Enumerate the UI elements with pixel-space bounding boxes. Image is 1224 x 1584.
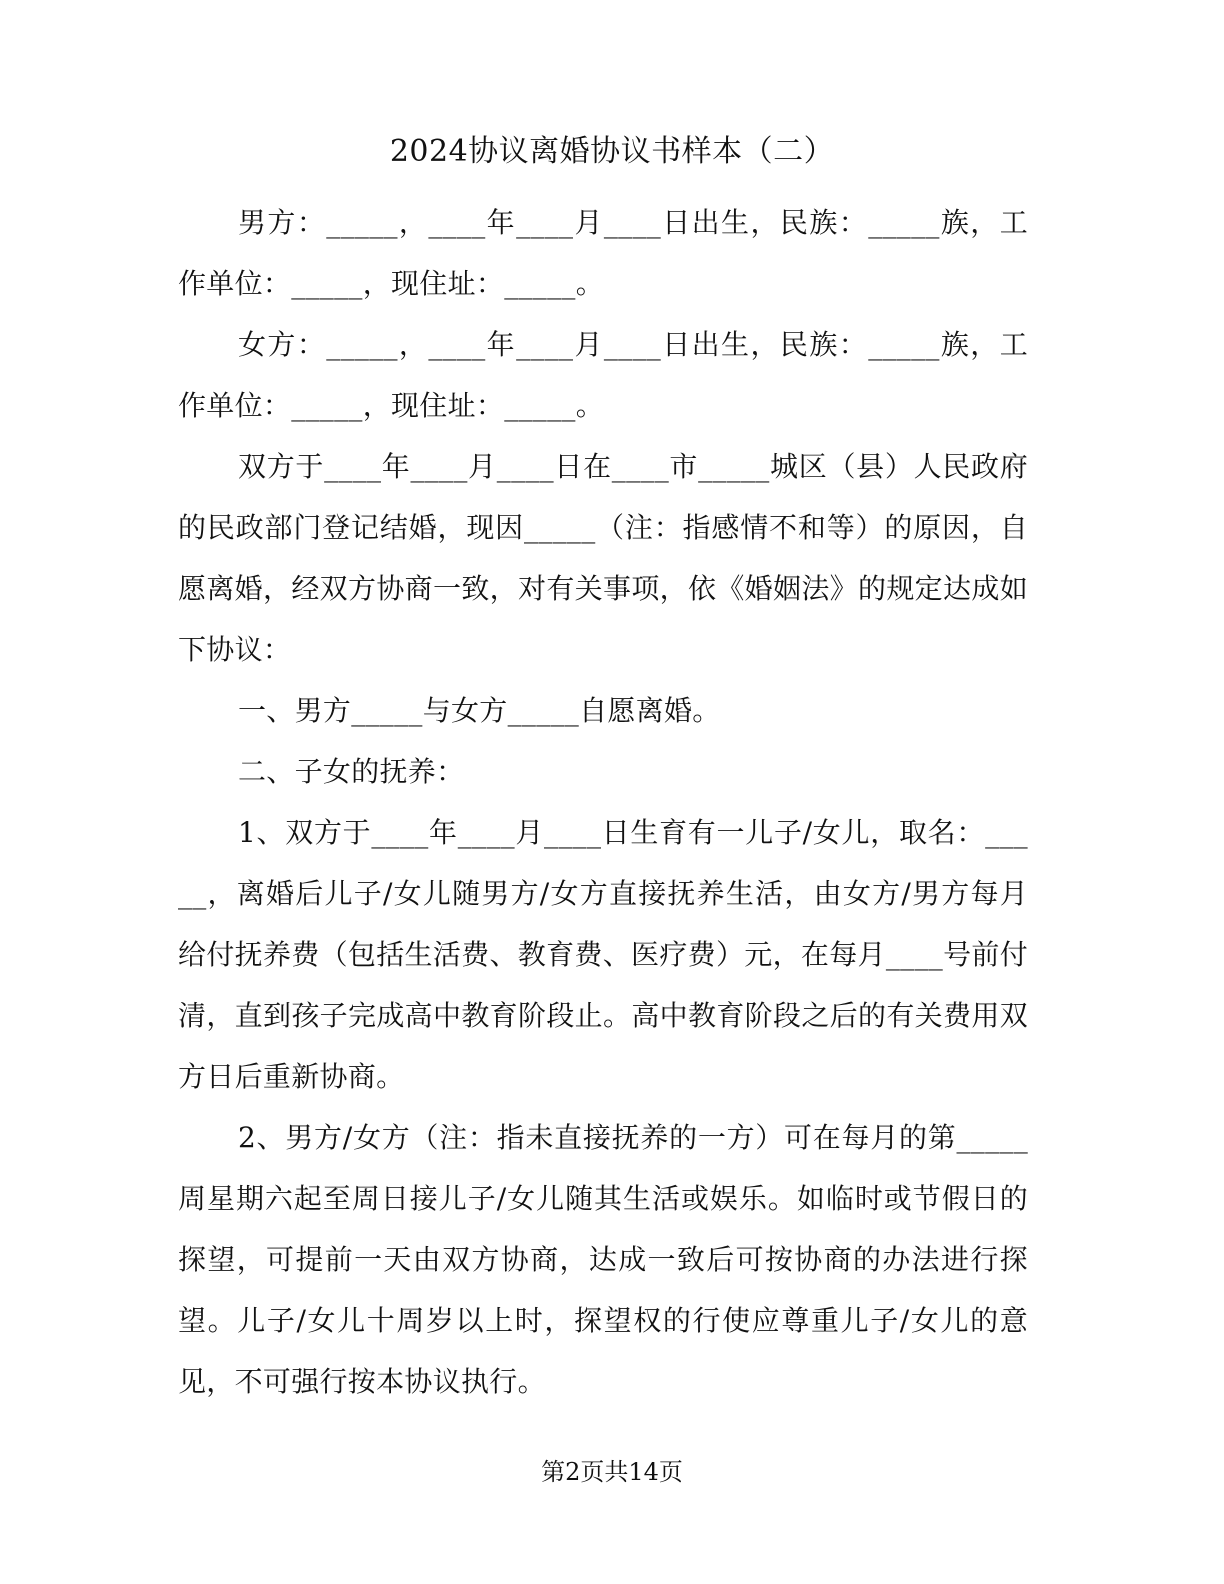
- document-title: 2024协议离婚协议书样本（二）: [389, 134, 835, 169]
- page-number-footer: 第2页共14页: [541, 1458, 683, 1486]
- paragraph-child-support: 1、双方于____年____月____日生育有一儿子/女儿，取名：_____，离婚后儿子/女儿随男方/女方直接抚养生活，由女方/男方每月给付抚养费（包括生活费、教育费、医疗费）元，在每月____号前付清，直到孩子完成高中教育阶段止。高中教育阶段之后的有关费用双方日后重新协商。: [178, 816, 1028, 1093]
- paragraph-male-party: 男方：_____，____年____月____日出生，民族：_____族，工作单位：_____，现住址：_____。: [178, 206, 1028, 300]
- paragraph-visitation: 2、男方/女方（注：指未直接抚养的一方）可在每月的第_____周星期六起至周日接儿子/女儿随其生活或娱乐。如临时或节假日的探望，可提前一天由双方协商，达成一致后可按协商的办法进行探望。儿子/女儿十周岁以上时，探望权的行使应尊重儿子/女儿的意见，不可强行按本协议执行。: [178, 1121, 1028, 1398]
- document-body: [178, 192, 1028, 1412]
- paragraph-female-party: 女方：_____，____年____月____日出生，民族：_____族，工作单位：_____，现住址：_____。: [178, 328, 1028, 422]
- paragraph-clause-1: 一、男方_____与女方_____自愿离婚。: [238, 694, 721, 727]
- paragraph-clause-2-heading: 二、子女的抚养：: [238, 755, 465, 788]
- paragraph-marriage-background: 双方于____年____月____日在____市_____城区（县）人民政府的民政部门登记结婚，现因_____（注：指感情不和等）的原因，自愿离婚，经双方协商一致，对有关事项，依《婚姻法》的规定达成如下协议：: [178, 450, 1028, 666]
